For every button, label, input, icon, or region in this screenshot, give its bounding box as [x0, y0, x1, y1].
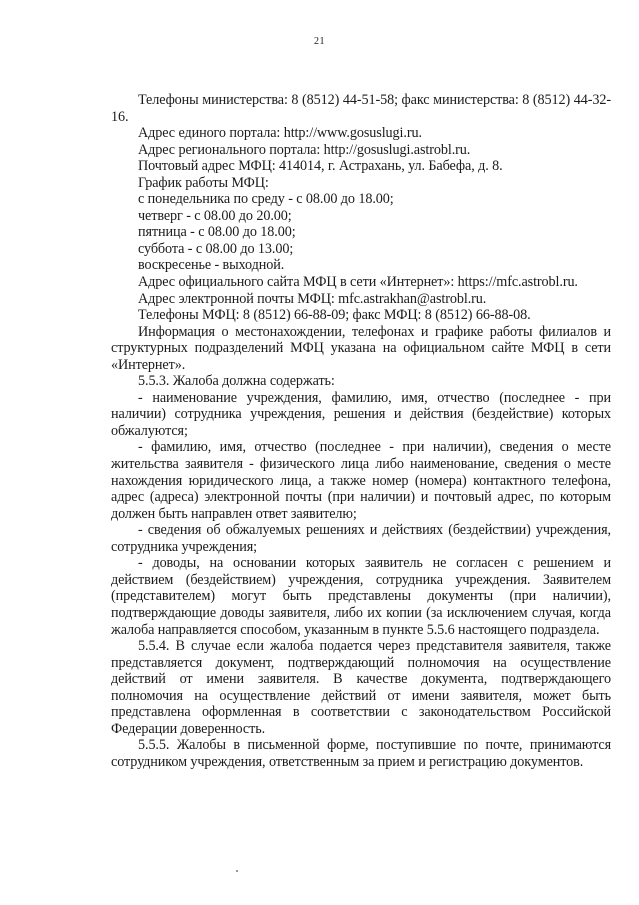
schedule-sunday: воскресенье - выходной.	[138, 257, 285, 274]
document-body	[111, 92, 611, 770]
paragraph-unified-portal: Адрес единого портала: http://www.gosuslugi.ru.	[138, 125, 422, 142]
paragraph-ministry-phones: Телефоны министерства: 8 (8512) 44-51-58; факс министерства: 8 (8512) 44-32-16.	[111, 92, 611, 125]
paragraph-mfc-email: Адрес электронной почты МФЦ: mfc.astrakhan@astrobl.ru.	[138, 290, 487, 307]
paragraph-mfc-postal-address: Почтовый адрес МФЦ: 414014, г. Астрахань, ул. Бабефа, д. 8.	[138, 158, 503, 175]
list-item-arguments: - доводы, на основании которых заявитель не согласен с решением и действием (бездействием) учреждения, сотрудника учреждения. Заявителем (представителем) могут быть представлены документы (при наличии), подтверждающие доводы заявителя, либо их копии (за исключением случая, когда жалоба направляется способом, указанным в пункте 5.5.6 настоящего подраздела.	[111, 555, 611, 638]
schedule-thursday: четверг - с 08.00 до 20.00;	[138, 207, 292, 224]
list-item-applicant-details: - фамилию, имя, отчество (последнее - при наличии), сведения о месте жительства заявителя - физического лица либо наименование, сведения о месте нахождения юридического лица, а также номер (номера) контактного телефона, адрес (адреса) электронной почты (при наличии) и почтовый адрес, по которым должен быть направлен ответ заявителю;	[111, 439, 611, 522]
schedule-mon-wed: с понедельника по среду - с 08.00 до 18.00;	[138, 191, 394, 208]
paragraph-mfc-phones: Телефоны МФЦ: 8 (8512) 66-88-09; факс МФЦ: 8 (8512) 66-88-08.	[138, 307, 531, 324]
page-number: 21	[314, 36, 325, 47]
paragraph-regional-portal: Адрес регионального портала: http://gosuslugi.astrobl.ru.	[138, 141, 471, 158]
list-item-appealed-decisions: - сведения об обжалуемых решениях и действиях (бездействии) учреждения, сотрудника учреждения;	[111, 522, 611, 555]
scan-speck	[236, 870, 238, 872]
list-item-institution-name: - наименование учреждения, фамилию, имя, отчество (последнее - при наличии) сотрудника учреждения, решения и действия (бездействие) которых обжалуются;	[111, 389, 611, 439]
paragraph-mfc-schedule-heading: График работы МФЦ:	[138, 174, 269, 191]
schedule-friday: пятница - с 08.00 до 18.00;	[138, 224, 296, 241]
paragraph-5-5-5: 5.5.5. Жалобы в письменной форме, поступившие по почте, принимаются сотрудником учреждения, ответственным за прием и регистрацию документов.	[111, 737, 611, 770]
schedule-saturday: суббота - с 08.00 до 13.00;	[138, 240, 294, 257]
paragraph-mfc-branches-info: Информация о местонахождении, телефонах и графике работы филиалов и структурных подразделений МФЦ указана на официальном сайте МФЦ в сети «Интернет».	[111, 323, 611, 373]
paragraph-5-5-4: 5.5.4. В случае если жалоба подается через представителя заявителя, также представляется документ, подтверждающий полномочия на осуществление действий от имени заявителя. В качестве документа, подтверждающего полномочия на осуществление действий от имени заявителя, может быть представлена оформленная в соответствии с законодательством Российской Федерации доверенность.	[111, 638, 611, 737]
paragraph-5-5-3: 5.5.3. Жалоба должна содержать:	[138, 373, 335, 390]
paragraph-mfc-website: Адрес официального сайта МФЦ в сети «Интернет»: https://mfc.astrobl.ru.	[138, 274, 578, 291]
